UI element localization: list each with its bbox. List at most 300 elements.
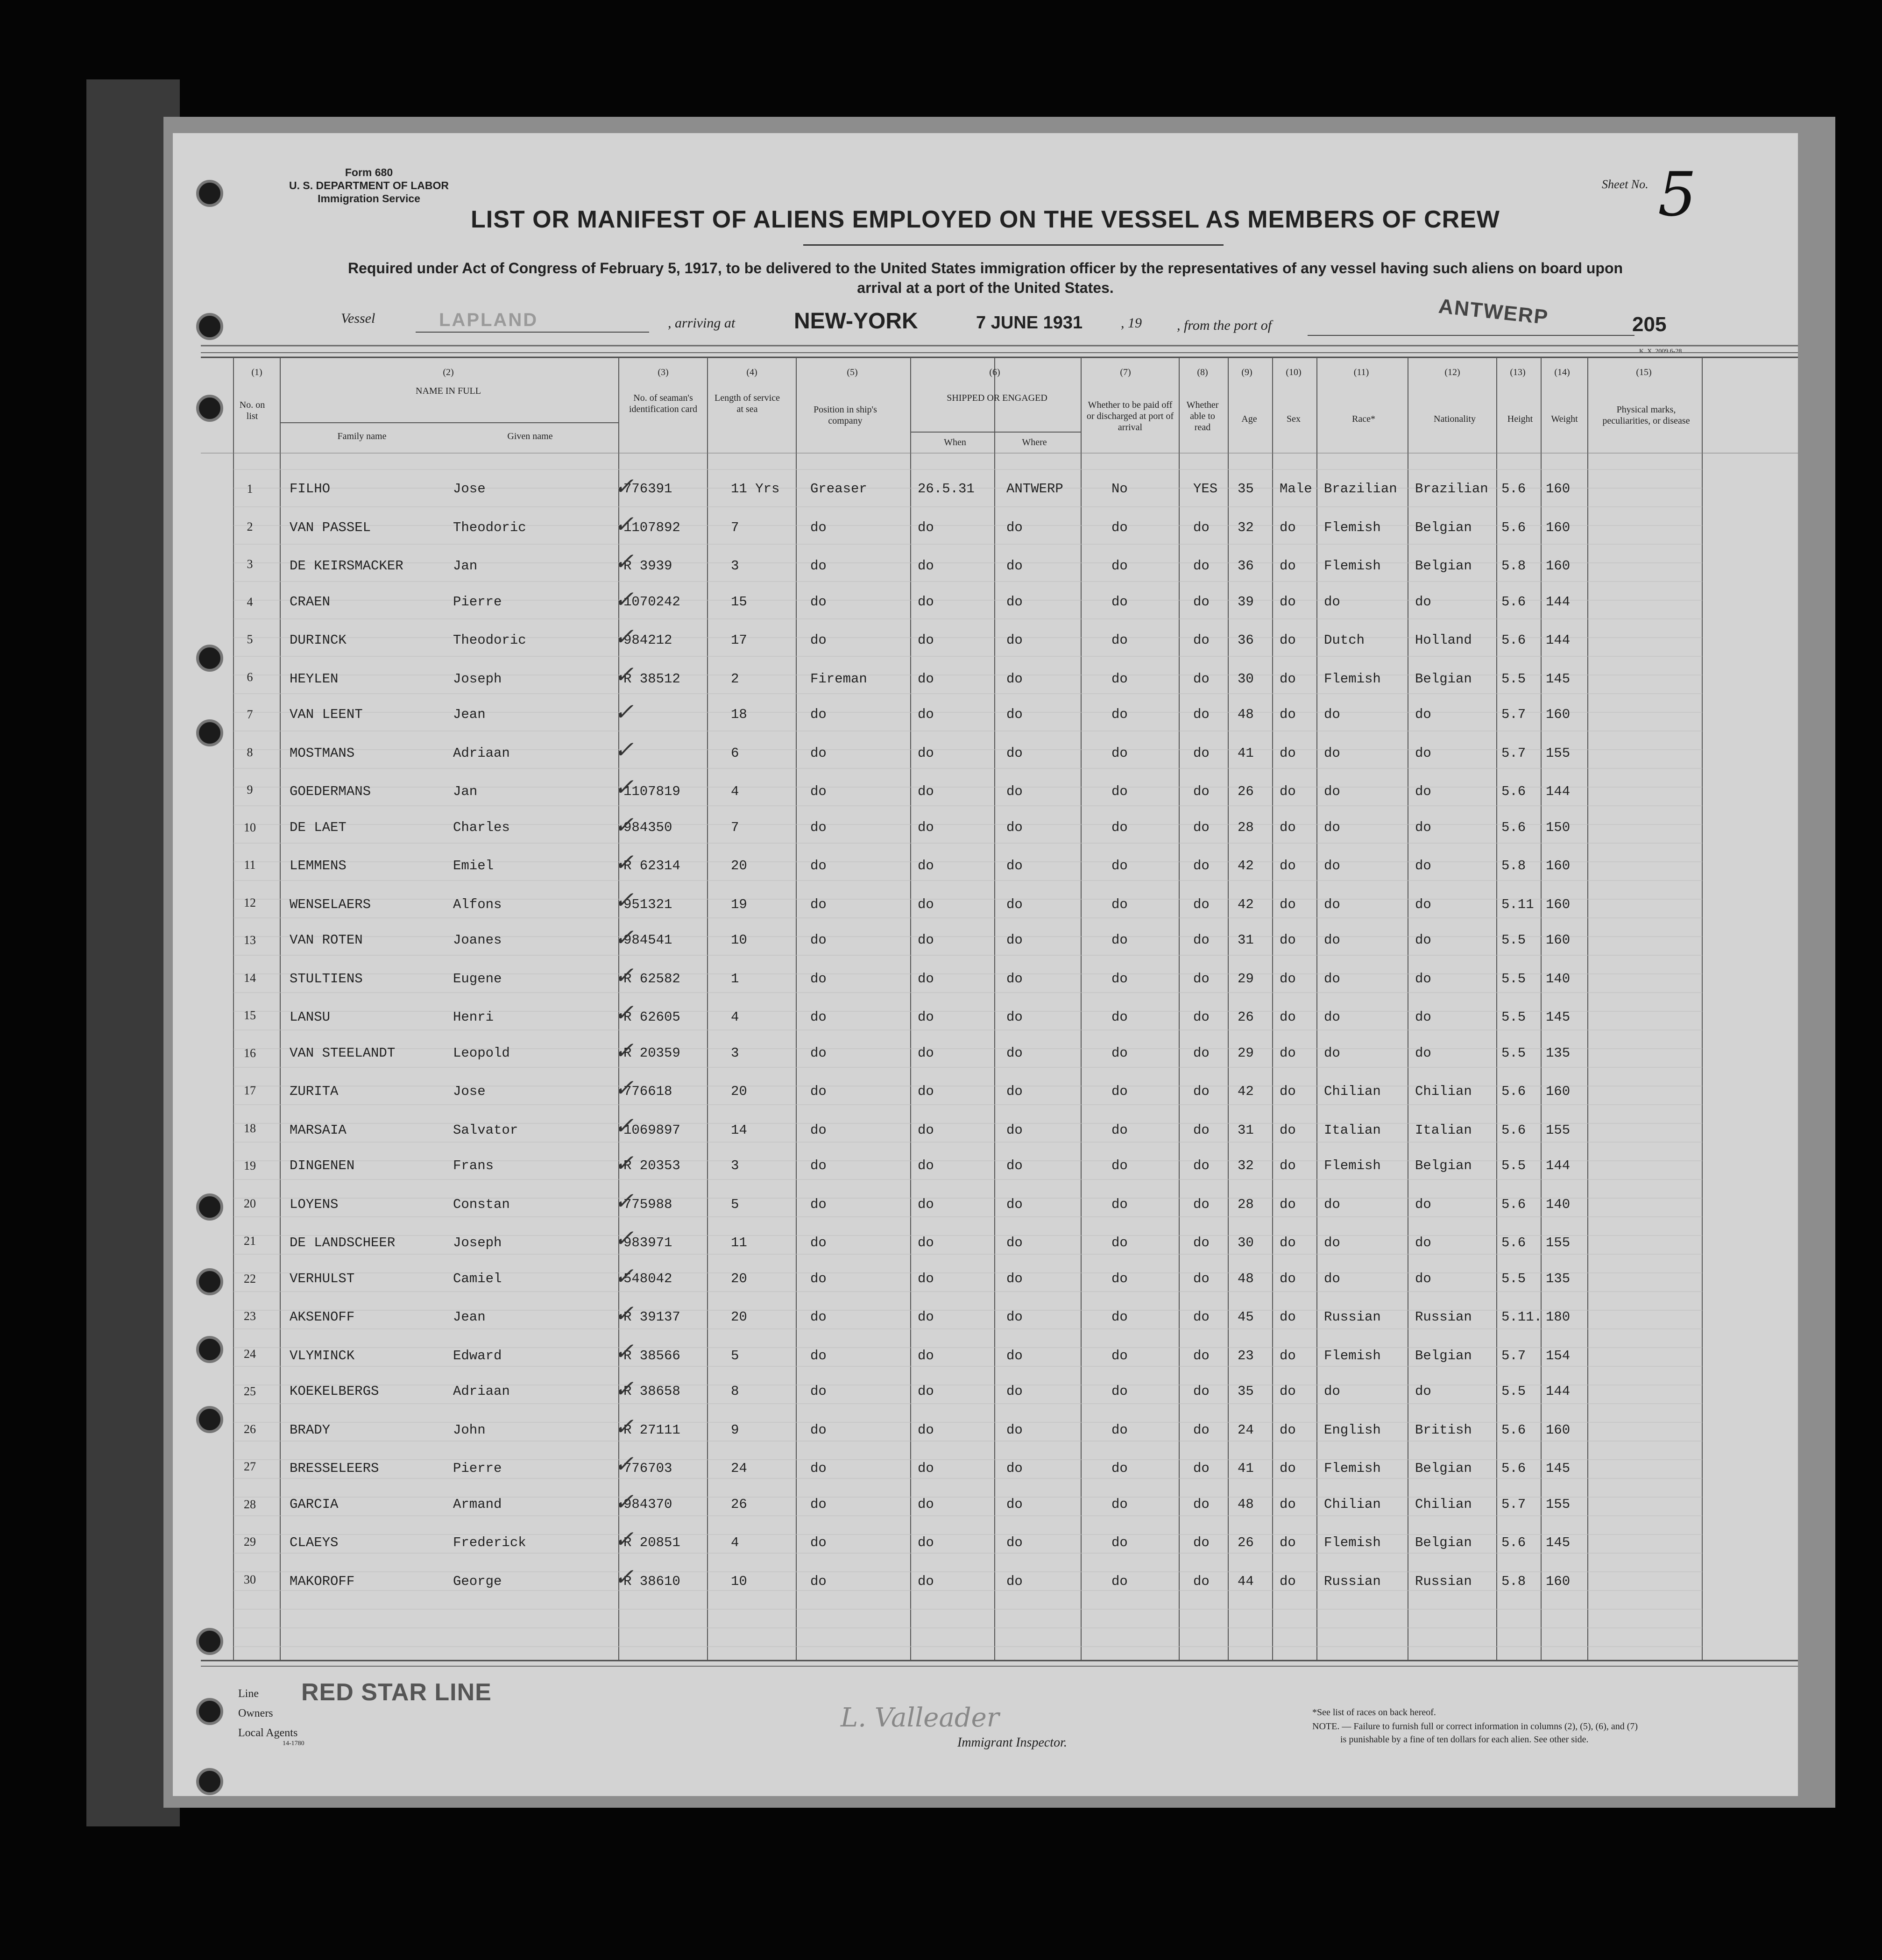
shipped-where: do [1006, 745, 1023, 761]
shipped-when: do [918, 519, 934, 535]
sex: do [1280, 896, 1296, 912]
check-mark-icon: ✓ [614, 1450, 634, 1477]
penalty-note-2: is punishable by a fine of ten dollars for each alien. See other side. [1340, 1734, 1589, 1745]
given-name: Pierre [453, 1461, 502, 1476]
race: do [1324, 896, 1340, 912]
position: do [810, 1271, 827, 1286]
header-family-name: Family name [337, 431, 387, 441]
seaman-card: 776391 [623, 481, 672, 497]
able-to-read: do [1193, 819, 1210, 835]
column-number: (6) [989, 367, 1000, 377]
able-to-read: do [1193, 1122, 1210, 1138]
height: 5.8 [1501, 1573, 1526, 1589]
able-to-read: do [1193, 632, 1210, 648]
header-marks: Physical marks, peculiarities, or disease [1602, 405, 1690, 426]
race: Flemish [1324, 671, 1381, 687]
sex: do [1280, 858, 1296, 873]
weight: 154 [1546, 1348, 1571, 1363]
seaman-card: 984350 [623, 819, 672, 835]
able-to-read: do [1193, 1461, 1210, 1476]
shipped-where: do [1006, 1122, 1023, 1138]
arrival-date: 7 JUNE 1931 [976, 313, 1083, 333]
document-title: LIST OR MANIFEST OF ALIENS EMPLOYED ON THE VESSEL AS MEMBERS OF CREW [471, 206, 1500, 233]
header-shipped: SHIPPED OR ENGAGED [947, 393, 1047, 403]
height: 5.6 [1501, 1422, 1526, 1438]
sex: do [1280, 745, 1296, 761]
header-paid-off: Whether to be paid off or discharged at port of arrival [1086, 400, 1174, 433]
header-weight: Weight [1551, 414, 1578, 424]
seaman-card: 1070242 [623, 594, 680, 610]
vessel-name: LAPLAND [439, 310, 538, 330]
position: do [810, 1084, 827, 1099]
check-mark-icon: ✓ [614, 1526, 634, 1553]
sex: do [1280, 1235, 1296, 1250]
length-of-service: 20 [731, 1084, 747, 1099]
nationality: do [1415, 745, 1431, 761]
column-number: (4) [746, 367, 757, 377]
shipped-when: do [918, 1309, 934, 1325]
height: 5.5 [1501, 932, 1526, 948]
column-number: (14) [1554, 367, 1570, 377]
seaman-card: 984212 [623, 632, 672, 648]
nationality: Belgian [1415, 1461, 1472, 1476]
sheet-label: Sheet No. [1602, 178, 1649, 191]
length-of-service: 6 [731, 745, 739, 761]
age: 45 [1238, 1309, 1254, 1325]
nationality: do [1415, 784, 1431, 799]
race: Flemish [1324, 1461, 1381, 1476]
weight: 160 [1546, 481, 1571, 497]
column-number: (2) [443, 367, 454, 377]
able-to-read: YES [1193, 481, 1218, 497]
row-number: 26 [244, 1422, 256, 1436]
length-of-service: 15 [731, 594, 747, 610]
check-mark-icon: ✓ [614, 1187, 634, 1214]
paid-off: do [1111, 594, 1128, 610]
sex: do [1280, 1384, 1296, 1399]
paid-off: do [1111, 1384, 1128, 1399]
given-name: Jan [453, 558, 478, 574]
sex: do [1280, 1309, 1296, 1325]
weight: 145 [1546, 1535, 1571, 1550]
given-name: Theodoric [453, 632, 526, 648]
races-note: *See list of races on back hereof. [1312, 1707, 1436, 1718]
shipped-where: do [1006, 558, 1023, 574]
given-name: Theodoric [453, 519, 526, 535]
check-mark-icon: ✓ [614, 548, 634, 575]
race: do [1324, 1196, 1340, 1212]
check-mark-icon: ✓ [614, 1300, 634, 1327]
nationality: Belgian [1415, 671, 1472, 687]
weight: 145 [1546, 1461, 1571, 1476]
length-of-service: 17 [731, 632, 747, 648]
age: 30 [1238, 1235, 1254, 1250]
shipped-where: do [1006, 1045, 1023, 1061]
weight: 160 [1546, 519, 1571, 535]
given-name: Alfons [453, 896, 502, 912]
age: 26 [1238, 1009, 1254, 1025]
shipped-when: do [918, 1348, 934, 1363]
shipped-where: do [1006, 1496, 1023, 1512]
height: 5.6 [1501, 819, 1526, 835]
shipped-where: do [1006, 1009, 1023, 1025]
length-of-service: 26 [731, 1496, 747, 1512]
height: 5.5 [1501, 1045, 1526, 1061]
race: Russian [1324, 1573, 1381, 1589]
height: 5.8 [1501, 858, 1526, 873]
given-name: Emiel [453, 858, 494, 873]
column-number: (10) [1286, 367, 1302, 377]
race: do [1324, 1384, 1340, 1399]
height: 5.5 [1501, 671, 1526, 687]
length-of-service: 20 [731, 1271, 747, 1286]
paid-off: No [1111, 481, 1128, 497]
seaman-card: R 62582 [623, 971, 680, 987]
height: 5.6 [1501, 1122, 1526, 1138]
able-to-read: do [1193, 1348, 1210, 1363]
shipped-where: do [1006, 1235, 1023, 1250]
sex: do [1280, 1461, 1296, 1476]
height: 5.5 [1501, 1271, 1526, 1286]
check-mark-icon: ✓ [614, 698, 634, 725]
length-of-service: 2 [731, 671, 739, 687]
nationality: do [1415, 1271, 1431, 1286]
seaman-card: 775988 [623, 1196, 672, 1212]
row-number: 3 [247, 557, 253, 571]
penalty-note-1: NOTE. — Failure to furnish full or correct information in columns (2), (5), (6), and (7) [1312, 1721, 1638, 1732]
height: 5.5 [1501, 971, 1526, 987]
paid-off: do [1111, 1196, 1128, 1212]
header-length: Length of service at sea [715, 393, 780, 414]
shipped-where: do [1006, 896, 1023, 912]
paid-off: do [1111, 1422, 1128, 1438]
shipped-when: do [918, 1461, 934, 1476]
sex: do [1280, 1535, 1296, 1550]
check-mark-icon: ✓ [614, 585, 634, 613]
family-name: VERHULST [290, 1271, 355, 1286]
check-mark-icon: ✓ [614, 1413, 634, 1440]
sex: do [1280, 1573, 1296, 1589]
row-number: 10 [244, 820, 256, 834]
paid-off: do [1111, 1461, 1128, 1476]
length-of-service: 14 [731, 1122, 747, 1138]
family-name: DE LANDSCHEER [290, 1235, 396, 1250]
seaman-card: R 20353 [623, 1158, 680, 1173]
check-mark-icon: ✓ [614, 1037, 634, 1064]
shipped-when: do [918, 784, 934, 799]
row-number: 5 [247, 632, 253, 646]
race: do [1324, 745, 1340, 761]
family-name: VAN STEELANDT [290, 1045, 396, 1061]
position: do [810, 1422, 827, 1438]
nationality: do [1415, 1045, 1431, 1061]
paid-off: do [1111, 1309, 1128, 1325]
weight: 150 [1546, 819, 1571, 835]
shipped-where: do [1006, 632, 1023, 648]
paid-off: do [1111, 819, 1128, 835]
paid-off: do [1111, 519, 1128, 535]
seaman-card: R 20359 [623, 1045, 680, 1061]
shipped-where: do [1006, 1535, 1023, 1550]
position: do [810, 1496, 827, 1512]
check-mark-icon: ✓ [614, 961, 634, 989]
weight: 135 [1546, 1045, 1571, 1061]
sex: do [1280, 1422, 1296, 1438]
seaman-card: R 27111 [623, 1422, 680, 1438]
nationality: Belgian [1415, 1158, 1472, 1173]
seaman-card: R 39137 [623, 1309, 680, 1325]
header-age: Age [1241, 414, 1257, 424]
race: Italian [1324, 1122, 1381, 1138]
age: 29 [1238, 971, 1254, 987]
weight: 155 [1546, 1496, 1571, 1512]
line-label: Line [238, 1688, 259, 1700]
weight: 160 [1546, 932, 1571, 948]
given-name: Frederick [453, 1535, 526, 1550]
shipped-when: do [918, 745, 934, 761]
family-name: STULTIENS [290, 971, 363, 987]
nationality: do [1415, 819, 1431, 835]
shipped-where: do [1006, 1158, 1023, 1173]
shipped-where: do [1006, 1422, 1023, 1438]
height: 5.6 [1501, 594, 1526, 610]
family-name: BRADY [290, 1422, 331, 1438]
nationality: do [1415, 858, 1431, 873]
nationality: Belgian [1415, 1348, 1472, 1363]
sex: do [1280, 632, 1296, 648]
sex: do [1280, 932, 1296, 948]
race: Flemish [1324, 1158, 1381, 1173]
row-number: 8 [247, 745, 253, 759]
check-mark-icon: ✓ [614, 623, 634, 650]
paid-off: do [1111, 1158, 1128, 1173]
position: do [810, 1158, 827, 1173]
given-name: Jose [453, 481, 486, 497]
check-mark-icon: ✓ [614, 811, 634, 838]
race: Flemish [1324, 519, 1381, 535]
able-to-read: do [1193, 1422, 1210, 1438]
position: do [810, 1573, 827, 1589]
position: do [810, 1461, 827, 1476]
sex: do [1280, 1084, 1296, 1099]
family-name: LANSU [290, 1009, 331, 1025]
check-mark-icon: ✓ [614, 886, 634, 914]
header-seaman-card: No. of seaman's identification card [629, 393, 698, 414]
check-mark-icon: ✓ [614, 1375, 634, 1402]
sex: do [1280, 1196, 1296, 1212]
weight: 135 [1546, 1271, 1571, 1286]
age: 35 [1238, 1384, 1254, 1399]
shipped-where: do [1006, 784, 1023, 799]
check-mark-icon: ✓ [614, 510, 634, 538]
able-to-read: do [1193, 1535, 1210, 1550]
weight: 144 [1546, 1384, 1571, 1399]
row-number: 17 [244, 1084, 256, 1097]
header-nationality: Nationality [1434, 414, 1476, 424]
position: do [810, 745, 827, 761]
given-name: Armand [453, 1496, 502, 1512]
shipped-when: do [918, 1045, 934, 1061]
family-name: DURINCK [290, 632, 347, 648]
shipped-where: do [1006, 594, 1023, 610]
paid-off: do [1111, 896, 1128, 912]
family-name: DINGENEN [290, 1158, 355, 1173]
nationality: do [1415, 1009, 1431, 1025]
position: do [810, 1122, 827, 1138]
shipped-when: do [918, 632, 934, 648]
row-number: 15 [244, 1008, 256, 1022]
length-of-service: 10 [731, 1573, 747, 1589]
seaman-card: 983971 [623, 1235, 672, 1250]
seaman-card: 548042 [623, 1271, 672, 1286]
race: do [1324, 707, 1340, 722]
able-to-read: do [1193, 971, 1210, 987]
height: 5.6 [1501, 632, 1526, 648]
manifest-sheet [173, 133, 1798, 1796]
sex: do [1280, 819, 1296, 835]
position: do [810, 819, 827, 835]
age: 41 [1238, 1461, 1254, 1476]
position: do [810, 558, 827, 574]
seaman-card: R 62605 [623, 1009, 680, 1025]
arriving-port: NEW-YORK [794, 309, 918, 334]
race: Chilian [1324, 1496, 1381, 1512]
family-name: FILHO [290, 481, 331, 497]
shipped-when: do [918, 671, 934, 687]
age: 36 [1238, 558, 1254, 574]
height: 5.6 [1501, 1084, 1526, 1099]
shipped-when: do [918, 1384, 934, 1399]
row-number: 23 [244, 1309, 256, 1323]
check-mark-icon: ✓ [614, 473, 634, 500]
paid-off: do [1111, 932, 1128, 948]
row-number: 1 [247, 482, 253, 496]
family-name: MOSTMANS [290, 745, 355, 761]
race: Flemish [1324, 1535, 1381, 1550]
height: 5.5 [1501, 1384, 1526, 1399]
column-number: (1) [251, 367, 262, 377]
shipped-when: do [918, 1009, 934, 1025]
sex: do [1280, 1122, 1296, 1138]
age: 23 [1238, 1348, 1254, 1363]
sex: do [1280, 1496, 1296, 1512]
shipped-when: do [918, 819, 934, 835]
shipped-where: do [1006, 519, 1023, 535]
given-name: Jean [453, 1309, 486, 1325]
length-of-service: 4 [731, 1535, 739, 1550]
row-number: 20 [244, 1196, 256, 1210]
race: do [1324, 819, 1340, 835]
shipped-when: do [918, 1422, 934, 1438]
check-mark-icon: ✓ [614, 924, 634, 951]
given-name: Pierre [453, 594, 502, 610]
row-number: 30 [244, 1572, 256, 1586]
height: 5.7 [1501, 1348, 1526, 1363]
shipped-when: do [918, 896, 934, 912]
able-to-read: do [1193, 1158, 1210, 1173]
header-no: No. on list [239, 400, 265, 421]
from-port-label: , from the port of [1177, 318, 1272, 333]
given-name: Salvator [453, 1122, 518, 1138]
height: 5.7 [1501, 1496, 1526, 1512]
nationality: do [1415, 1384, 1431, 1399]
paid-off: do [1111, 858, 1128, 873]
paid-off: do [1111, 1122, 1128, 1138]
check-mark-icon: ✓ [614, 999, 634, 1026]
length-of-service: 11 [731, 1235, 747, 1250]
able-to-read: do [1193, 1084, 1210, 1099]
sex: do [1280, 971, 1296, 987]
agents-label: Local Agents [238, 1727, 298, 1739]
paid-off: do [1111, 1235, 1128, 1250]
line-name: RED STAR LINE [301, 1679, 492, 1706]
row-number: 27 [244, 1460, 256, 1473]
owners-label: Owners [238, 1707, 273, 1719]
department: U. S. DEPARTMENT OF LABOR [289, 179, 449, 192]
length-of-service: 5 [731, 1196, 739, 1212]
able-to-read: do [1193, 558, 1210, 574]
row-number: 13 [244, 933, 256, 947]
row-number: 18 [244, 1121, 256, 1135]
seaman-card: 776618 [623, 1084, 672, 1099]
age: 39 [1238, 594, 1254, 610]
shipped-when: do [918, 594, 934, 610]
position: do [810, 971, 827, 987]
sex: do [1280, 1009, 1296, 1025]
able-to-read: do [1193, 858, 1210, 873]
paid-off: do [1111, 1535, 1128, 1550]
header-position: Position in ship's company [814, 405, 877, 426]
shipped-where: do [1006, 671, 1023, 687]
length-of-service: 8 [731, 1384, 739, 1399]
check-mark-icon: ✓ [614, 1225, 634, 1252]
nationality: Belgian [1415, 519, 1472, 535]
age: 48 [1238, 1496, 1254, 1512]
age: 26 [1238, 1535, 1254, 1550]
seaman-card: R 38658 [623, 1384, 680, 1399]
position: do [810, 1196, 827, 1212]
length-of-service: 4 [731, 784, 739, 799]
sex: do [1280, 558, 1296, 574]
able-to-read: do [1193, 594, 1210, 610]
sex: do [1280, 1271, 1296, 1286]
check-mark-icon: ✓ [614, 1112, 634, 1139]
nationality: do [1415, 896, 1431, 912]
able-to-read: do [1193, 1045, 1210, 1061]
seaman-card: 951321 [623, 896, 672, 912]
given-name: Camiel [453, 1271, 502, 1286]
nationality: do [1415, 971, 1431, 987]
vessel-label: Vessel [341, 311, 375, 326]
row-number: 11 [244, 858, 256, 872]
weight: 145 [1546, 1009, 1571, 1025]
paid-off: do [1111, 671, 1128, 687]
age: 28 [1238, 819, 1254, 835]
given-name: Adriaan [453, 745, 510, 761]
row-number: 19 [244, 1159, 256, 1172]
column-number: (8) [1197, 367, 1208, 377]
row-number: 25 [244, 1385, 256, 1398]
print-code: K. X. 2009 6-28 [1639, 348, 1682, 355]
weight: 155 [1546, 745, 1571, 761]
age: 42 [1238, 1084, 1254, 1099]
race: Dutch [1324, 632, 1365, 648]
race: Flemish [1324, 558, 1381, 574]
shipped-where: do [1006, 1384, 1023, 1399]
check-mark-icon: ✓ [614, 1150, 634, 1177]
height: 5.11. [1501, 1309, 1542, 1325]
position: do [810, 632, 827, 648]
